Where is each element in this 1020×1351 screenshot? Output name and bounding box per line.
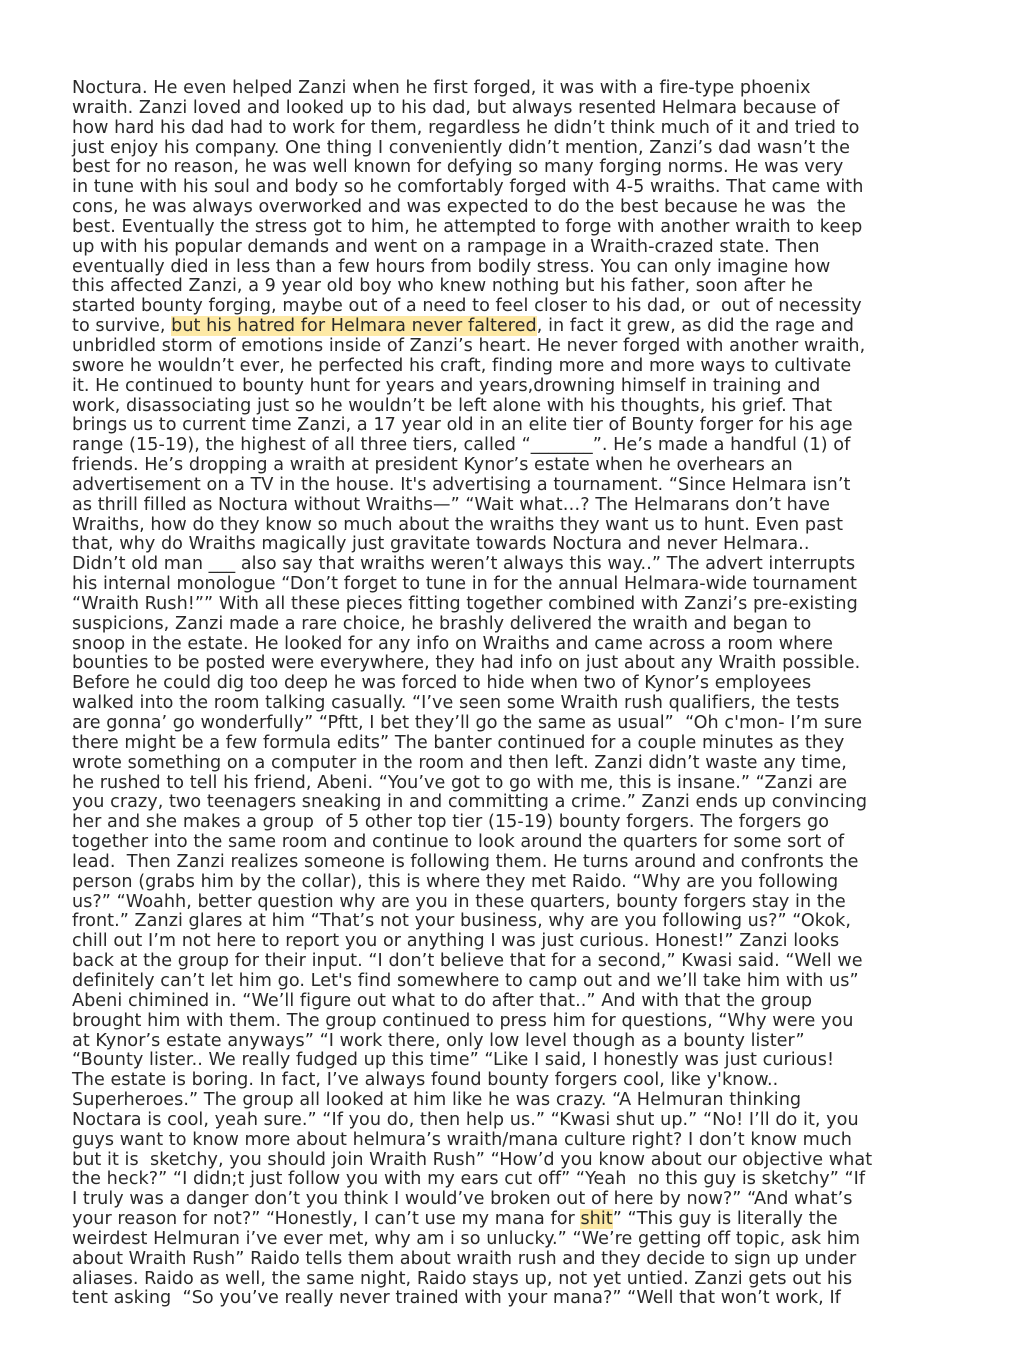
- text-segment: how hard his dad had to work for them, regardless he didn’t think much of it and tried to: [72, 117, 860, 138]
- text-line: [72, 456, 972, 476]
- text-line: [72, 158, 972, 178]
- text-line: [72, 1250, 972, 1270]
- text-segment: he rushed to tell his friend, Abeni. “You’ve got to go with me, this is insane.” “Zanzi are: [72, 772, 848, 793]
- text-line: [72, 476, 972, 496]
- text-segment: wrote something on a computer in the room and then left. Zanzi didn’t waste any time,: [72, 752, 847, 773]
- text-segment: I truly was a danger don’t you think I would’ve broken out of here by now?” “And what’s: [72, 1189, 853, 1210]
- text-line: [72, 813, 972, 833]
- text-line: [72, 238, 972, 258]
- text-line: [72, 1230, 972, 1250]
- text-segment: together into the same room and continue to look around the quarters for some sort of: [72, 832, 845, 853]
- text-line: [72, 833, 972, 853]
- text-segment: there might be a few formula edits” The banter continued for a couple minutes as they: [72, 732, 845, 753]
- text-line: [72, 754, 972, 774]
- text-line: [72, 873, 972, 893]
- text-line: [72, 555, 972, 575]
- text-segment: her and she makes a group of 5 other top tier (15-19) bounty forgers. The forgers go: [72, 812, 830, 833]
- text-segment: at Kynor’s estate anyways” “I work there, only low level though as a bounty lister”: [72, 1030, 805, 1051]
- text-segment: chill out I’m not here to report you or anything I was just curious. Honest!” Zanzi looks: [72, 931, 840, 952]
- text-line: [72, 1190, 972, 1210]
- text-line: [72, 793, 972, 813]
- text-segment: just enjoy his company. One thing I conveniently didn’t mention, Zanzi’s dad wasn’t the: [72, 137, 850, 158]
- text-line: [72, 932, 972, 952]
- text-line: [72, 734, 972, 754]
- text-line: [72, 1170, 972, 1190]
- text-segment: to survive,: [72, 316, 172, 337]
- text-segment: unbridled storm of emotions inside of Zanzi’s heart. He never forged with another wraith,: [72, 335, 866, 356]
- text-segment: eventually died in less than a few hours from bodily stress. You can only imagine how: [72, 256, 831, 277]
- text-line: [72, 436, 972, 456]
- text-segment: are gonna’ go wonderfully” “Pftt, I bet they’ll go the same as usual” “Oh c'mon- I’m sure: [72, 713, 863, 733]
- text-segment: front.” Zanzi glares at him “That’s not your business, why are you following us?” “Okok,: [72, 911, 852, 932]
- text-segment: Noctara is cool, yeah sure.” “If you do, then help us.” “Kwasi shut up.” “No! I’ll do it, you: [72, 1109, 859, 1130]
- text-segment: started bounty forging, maybe out of a need to feel closer to his dad, or out of necessity: [72, 296, 862, 317]
- highlighted-text: but his hatred for Helmara never faltered: [171, 316, 537, 337]
- text-segment: his internal monologue “Don’t forget to tune in for the annual Helmara-wide tournament: [72, 574, 857, 595]
- text-segment: friends. He’s dropping a wraith at president Kynor’s estate when he overhears an: [72, 455, 793, 476]
- text-line: [72, 1111, 972, 1131]
- text-segment: Abeni chimined in. “We’ll figure out what to do after that..” And with that the group: [72, 990, 813, 1011]
- text-segment: “Wraith Rush!”” With all these pieces fitting together combined with Zanzi’s pre-existing: [72, 593, 858, 614]
- text-segment: best. Eventually the stress got to him, he attempted to forge with another wraith to keep: [72, 216, 863, 237]
- text-segment: tent asking “So you’ve really never trained with your mana?” “Well that won’t work, If: [72, 1288, 841, 1309]
- text-line: [72, 317, 972, 337]
- text-line: [72, 496, 972, 516]
- text-line: [72, 178, 972, 198]
- text-segment: walked into the room talking casually. “I’ve seen some Wraith rush qualifiers, the tests: [72, 693, 840, 714]
- text-line: [72, 912, 972, 932]
- text-segment: that, why do Wraiths magically just gravitate towards Noctura and never Helmara..: [72, 534, 810, 555]
- text-line: [72, 615, 972, 635]
- text-segment: best for no reason, he was well known for defying so many forging norms. He was very: [72, 157, 844, 178]
- text-segment: but it is sketchy, you should join Wraith Rush” “How’d you know about our objective what: [72, 1149, 873, 1170]
- text-line: [72, 99, 972, 119]
- text-segment: in tune with his soul and body so he comfortably forged with 4-5 wraiths. That came with: [72, 177, 864, 198]
- text-line: [72, 258, 972, 278]
- text-line: [72, 694, 972, 714]
- text-line: [72, 277, 972, 297]
- text-line: [72, 79, 972, 99]
- text-segment: weirdest Helmuran i’ve ever met, why am i so unlucky.” “We’re getting off topic, ask him: [72, 1228, 861, 1249]
- text-segment: guys want to know more about helmura’s wraith/mana culture right? I don’t know much: [72, 1129, 852, 1150]
- text-line: [72, 1289, 972, 1309]
- text-segment: brought him with them. The group continued to press him for questions, “Why were you: [72, 1010, 854, 1031]
- text-line: [72, 992, 972, 1012]
- text-line: [72, 1270, 972, 1290]
- text-segment: suspicions, Zanzi made a rare choice, he brashly delivered the wraith and began to: [72, 613, 812, 634]
- text-line: [72, 575, 972, 595]
- text-segment: “Bounty lister.. We really fudged up this time” “Like I said, I honestly was just curious!: [72, 1050, 835, 1071]
- text-line: [72, 139, 972, 159]
- text-segment: Wraiths, how do they know so much about the wraiths they want us to hunt. Even past: [72, 514, 844, 535]
- text-line: [72, 218, 972, 238]
- text-segment: wraith. Zanzi loved and looked up to his dad, but always resented Helmara because of: [72, 97, 840, 118]
- text-segment: person (grabs him by the collar), this is where they met Raido. “Why are you following: [72, 871, 839, 892]
- text-segment: work, disassociating just so he wouldn’t be left alone with his thoughts, his grief. That: [72, 395, 833, 416]
- text-line: [72, 853, 972, 873]
- text-line: [72, 1032, 972, 1052]
- text-line: [72, 1091, 972, 1111]
- text-segment: snoop in the estate. He looked for any info on Wraiths and came across a room where: [72, 633, 833, 654]
- text-line: [72, 416, 972, 436]
- text-segment: Noctura. He even helped Zanzi when he first forged, it was with a fire-type phoenix: [72, 78, 811, 98]
- text-line: [72, 893, 972, 913]
- text-line: [72, 1151, 972, 1171]
- text-segment: The estate is boring. In fact, I’ve always found bounty forgers cool, like y'know..: [72, 1070, 779, 1091]
- text-line: [72, 198, 972, 218]
- text-segment: Before he could dig too deep he was forced to hide when two of Kynor’s employees: [72, 673, 812, 694]
- text-line: [72, 516, 972, 536]
- text-line: [72, 1071, 972, 1091]
- text-line: [72, 1131, 972, 1151]
- text-line: [72, 972, 972, 992]
- text-segment: it. He continued to bounty hunt for years and years,drowning himself in training and: [72, 375, 821, 396]
- text-segment: cons, he was always overworked and was expected to do the best because he was the: [72, 197, 847, 218]
- text-segment: bounties to be posted were everywhere, they had info on just about any Wraith possible.: [72, 653, 861, 674]
- text-line: [72, 952, 972, 972]
- text-segment: definitely can’t let him go. Let's find somewhere to camp out and we’ll take him with us”: [72, 970, 859, 991]
- text-segment: your reason for not?” “Honestly, I can’t use my mana for: [72, 1209, 581, 1230]
- text-line: [72, 1012, 972, 1032]
- text-line: [72, 357, 972, 377]
- text-segment: , in fact it grew, as did the rage and: [536, 316, 854, 337]
- text-segment: Didn’t old man ___ also say that wraiths weren’t always this way..” The advert interrupts: [72, 554, 856, 575]
- text-segment: range (15-19), the highest of all three tiers, called “_______”. He’s made a handful (1) of: [72, 435, 851, 456]
- text-line: [72, 297, 972, 317]
- text-line: [72, 635, 972, 655]
- text-line: [72, 1210, 972, 1230]
- text-line: [72, 535, 972, 555]
- text-segment: aliases. Raido as well, the same night, Raido stays up, not yet untied. Zanzi gets out his: [72, 1268, 853, 1289]
- text-segment: lead. Then Zanzi realizes someone is following them. He turns around and confronts the: [72, 851, 859, 872]
- highlighted-text: shit: [580, 1209, 613, 1230]
- text-line: [72, 654, 972, 674]
- text-segment: as thrill filled as Noctura without Wraiths—” “Wait what…? The Helmarans don’t have: [72, 494, 830, 515]
- text-segment: up with his popular demands and went on a rampage in a Wraith-crazed state. Then: [72, 236, 820, 257]
- text-segment: swore he wouldn’t ever, he perfected his craft, finding more and more ways to cultivate: [72, 355, 852, 376]
- text-segment: back at the group for their input. “I don’t believe that for a second,” Kwasi said. “Well we: [72, 951, 863, 972]
- text-segment: Superheroes.” The group all looked at him like he was crazy. “A Helmuran thinking: [72, 1090, 802, 1111]
- text-segment: you crazy, two teenagers sneaking in and committing a crime.” Zanzi ends up convincing: [72, 792, 868, 813]
- text-line: [72, 337, 972, 357]
- text-segment: us?” “Woahh, better question why are you in these quarters, bounty forgers stay in the: [72, 891, 846, 912]
- text-segment: the heck?” “I didn;t just follow you with my ears cut off” “Yeah no this guy is sketchy” “If: [72, 1169, 866, 1190]
- text-line: [72, 714, 972, 734]
- text-line: [72, 595, 972, 615]
- text-line: [72, 674, 972, 694]
- text-segment: advertisement on a TV in the house. It's advertising a tournament. “Since Helmara isn’t: [72, 474, 851, 495]
- text-segment: this affected Zanzi, a 9 year old boy who knew nothing but his father, soon after he: [72, 276, 813, 297]
- text-segment: brings us to current time Zanzi, a 17 year old in an elite tier of Bounty forger for his age: [72, 415, 853, 436]
- text-line: [72, 774, 972, 794]
- text-segment: about Wraith Rush” Raido tells them about wraith rush and they decide to sign up under: [72, 1248, 857, 1269]
- text-line: [72, 119, 972, 139]
- text-line: [72, 1051, 972, 1071]
- text-segment: ” “This guy is literally the: [612, 1209, 838, 1230]
- text-line: [72, 397, 972, 417]
- text-line: [72, 377, 972, 397]
- document-page: [72, 79, 972, 1309]
